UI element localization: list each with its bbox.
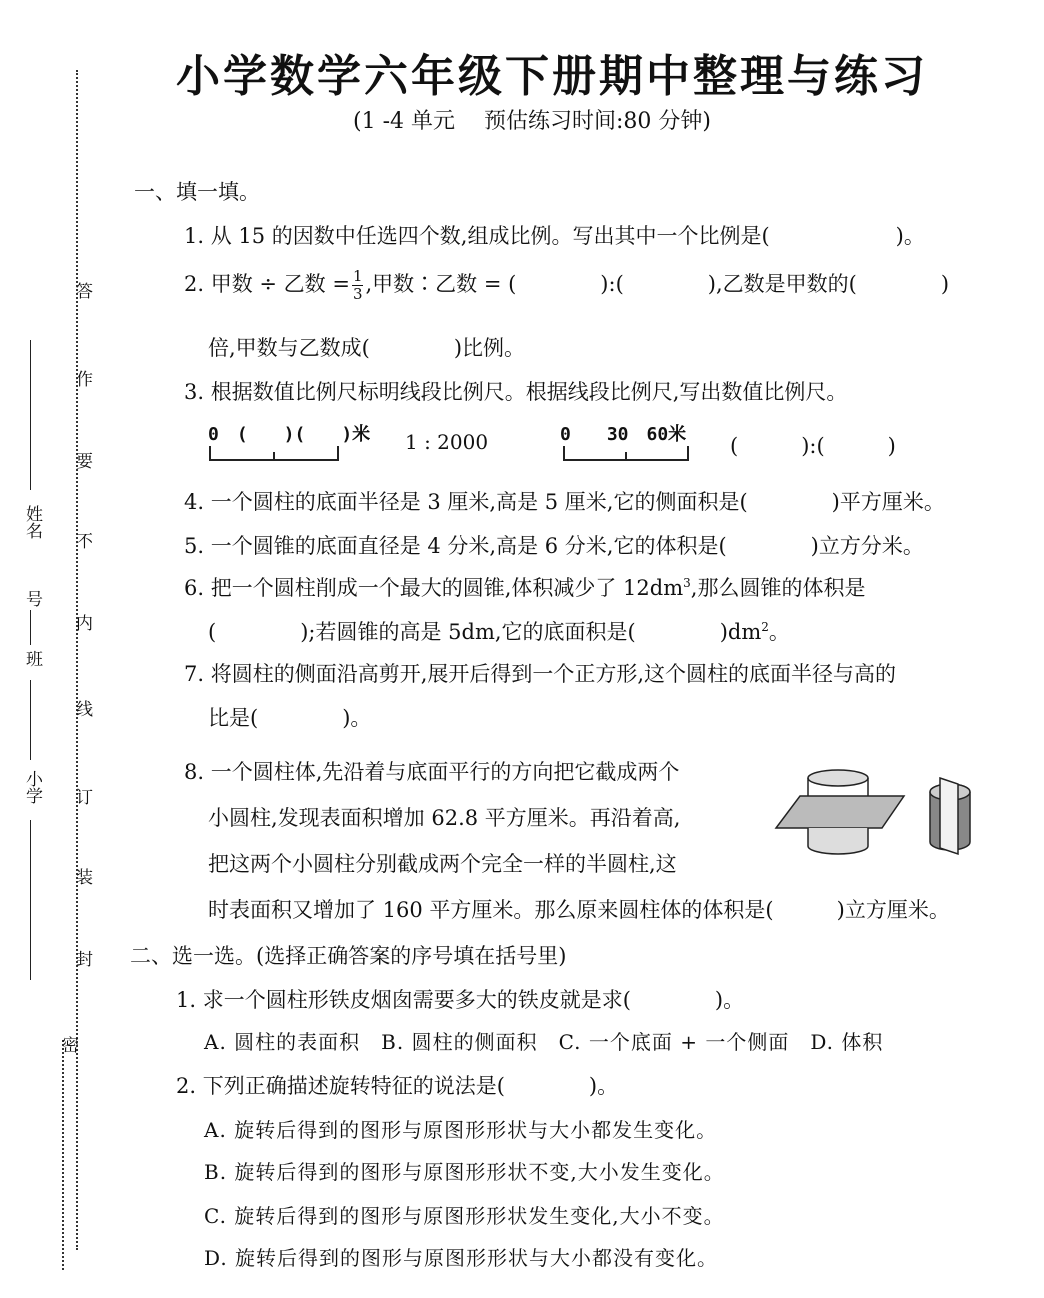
question-2-2: 2. 下列正确描述旋转特征的说法是( )。 xyxy=(176,1074,619,1098)
fraction-one-third xyxy=(352,268,364,303)
number-blank-line xyxy=(30,610,31,645)
scale-bar-1-label: 0 ( )( )米 xyxy=(208,424,371,445)
seal-char: 答 xyxy=(72,282,92,299)
question-1-6-part-c: ( );若圆锥的高是 5dm,它的底面积是( )dm xyxy=(208,620,762,644)
seal-char: 不 xyxy=(72,532,92,549)
question-2-1: 1. 求一个圆柱形铁皮烟囱需要多大的铁皮就是求( )。 xyxy=(176,988,745,1012)
seal-char: 装 xyxy=(72,868,92,885)
cylinder-vertical-cut-figure xyxy=(922,774,986,858)
square-exponent: 2 xyxy=(761,620,769,634)
question-2-2-option-b: B. 旋转后得到的图形与原图形形状不变,大小发生变化。 xyxy=(204,1160,725,1184)
scale-bar-2 xyxy=(558,444,698,464)
cylinder-horizontal-cut-figure xyxy=(772,764,908,860)
fraction-numerator: 1 xyxy=(352,267,363,285)
section2-heading: 二、选一选。(选择正确答案的序号填在括号里) xyxy=(130,944,567,968)
name-field-label: 姓名 xyxy=(22,505,42,539)
school-field-label: 小学 xyxy=(22,770,42,804)
question-1-6 xyxy=(184,572,865,602)
question-1-2-continued: 倍,甲数与乙数成( )比例。 xyxy=(208,336,526,360)
question-1-1: 1. 从 15 的因数中任选四个数,组成比例。写出其中一个比例是( )。 xyxy=(184,224,925,248)
question-1-2-part-b: ,甲数∶乙数 = ( ):( ),乙数是甲数的( ) xyxy=(365,272,950,296)
question-1-6-continued xyxy=(208,616,790,646)
question-1-2 xyxy=(184,268,949,303)
section1-heading: 一、填一填。 xyxy=(134,180,260,204)
question-1-7: 7. 将圆柱的侧面沿高剪开,展开后得到一个正方形,这个圆柱的底面半径与高的 xyxy=(184,662,897,686)
seal-char: 封 xyxy=(72,950,92,967)
class-blank-line xyxy=(30,680,31,760)
question-1-8-line-2: 小圆柱,发现表面积增加 62.8 平方厘米。再沿着高, xyxy=(208,806,681,830)
seal-char: 订 xyxy=(72,788,92,805)
seal-dotted-line-inner xyxy=(62,1040,64,1270)
question-2-2-option-c: C. 旋转后得到的图形与原图形形状发生变化,大小不变。 xyxy=(204,1204,725,1228)
question-2-2-option-d: D. 旋转后得到的图形与原图形形状与大小都没有变化。 xyxy=(204,1246,719,1270)
question-1-6-part-b: ,那么圆锥的体积是 xyxy=(690,576,866,600)
fraction-denominator: 3 xyxy=(352,285,363,303)
class-field-label: 班 xyxy=(22,650,42,667)
seal-char: 要 xyxy=(72,452,92,469)
scale-ratio-1: 1 : 2000 xyxy=(405,430,489,454)
question-1-3: 3. 根据数值比例尺标明线段比例尺。根据线段比例尺,写出数值比例尺。 xyxy=(184,380,848,404)
name-blank-line xyxy=(30,340,31,490)
question-1-8-line-4: 时表面积又增加了 160 平方厘米。那么原来圆柱体的体积是( )立方厘米。 xyxy=(208,898,950,922)
seal-char: 作 xyxy=(72,370,92,387)
question-1-7-continued: 比是( )。 xyxy=(208,706,372,730)
seal-dotted-line-outer xyxy=(76,70,78,1250)
number-field-label: 号 xyxy=(22,590,42,607)
scale-bar-2-label: 0 30 60米 xyxy=(560,424,687,445)
question-1-8-line-1: 8. 一个圆柱体,先沿着与底面平行的方向把它截成两个 xyxy=(184,760,680,784)
seal-char: 内 xyxy=(72,614,92,631)
seal-char: 密 xyxy=(58,1036,78,1053)
seal-char: 线 xyxy=(72,700,92,717)
scale-answer-2: ( ):( ) xyxy=(730,434,896,458)
question-1-6-part-d: 。 xyxy=(768,620,790,644)
question-1-6-part-a: 6. 把一个圆柱削成一个最大的圆锥,体积减少了 12dm xyxy=(184,576,684,600)
question-2-1-options: A. 圆柱的表面积 B. 圆柱的侧面积 C. 一个底面 + 一个侧面 D. 体积 xyxy=(204,1030,884,1054)
question-2-2-option-a: A. 旋转后得到的图形与原图形形状与大小都发生变化。 xyxy=(204,1118,718,1142)
school-blank-line xyxy=(30,820,31,980)
question-1-5: 5. 一个圆锥的底面直径是 4 分米,高是 6 分米,它的体积是( )立方分米。 xyxy=(184,534,924,558)
question-1-2-part-a: 2. 甲数 ÷ 乙数 = xyxy=(184,272,350,296)
page-subtitle: (1 -4 单元 预估练习时间:80 分钟) xyxy=(353,109,711,134)
cube-exponent: 3 xyxy=(683,576,691,590)
question-1-8-line-3: 把这两个小圆柱分别截成两个完全一样的半圆柱,这 xyxy=(208,852,677,876)
scale-bar-1 xyxy=(206,444,346,464)
page-title: 小学数学六年级下册期中整理与练习 xyxy=(176,51,928,102)
question-1-4: 4. 一个圆柱的底面半径是 3 厘米,高是 5 厘米,它的侧面积是( )平方厘米。 xyxy=(184,490,945,514)
